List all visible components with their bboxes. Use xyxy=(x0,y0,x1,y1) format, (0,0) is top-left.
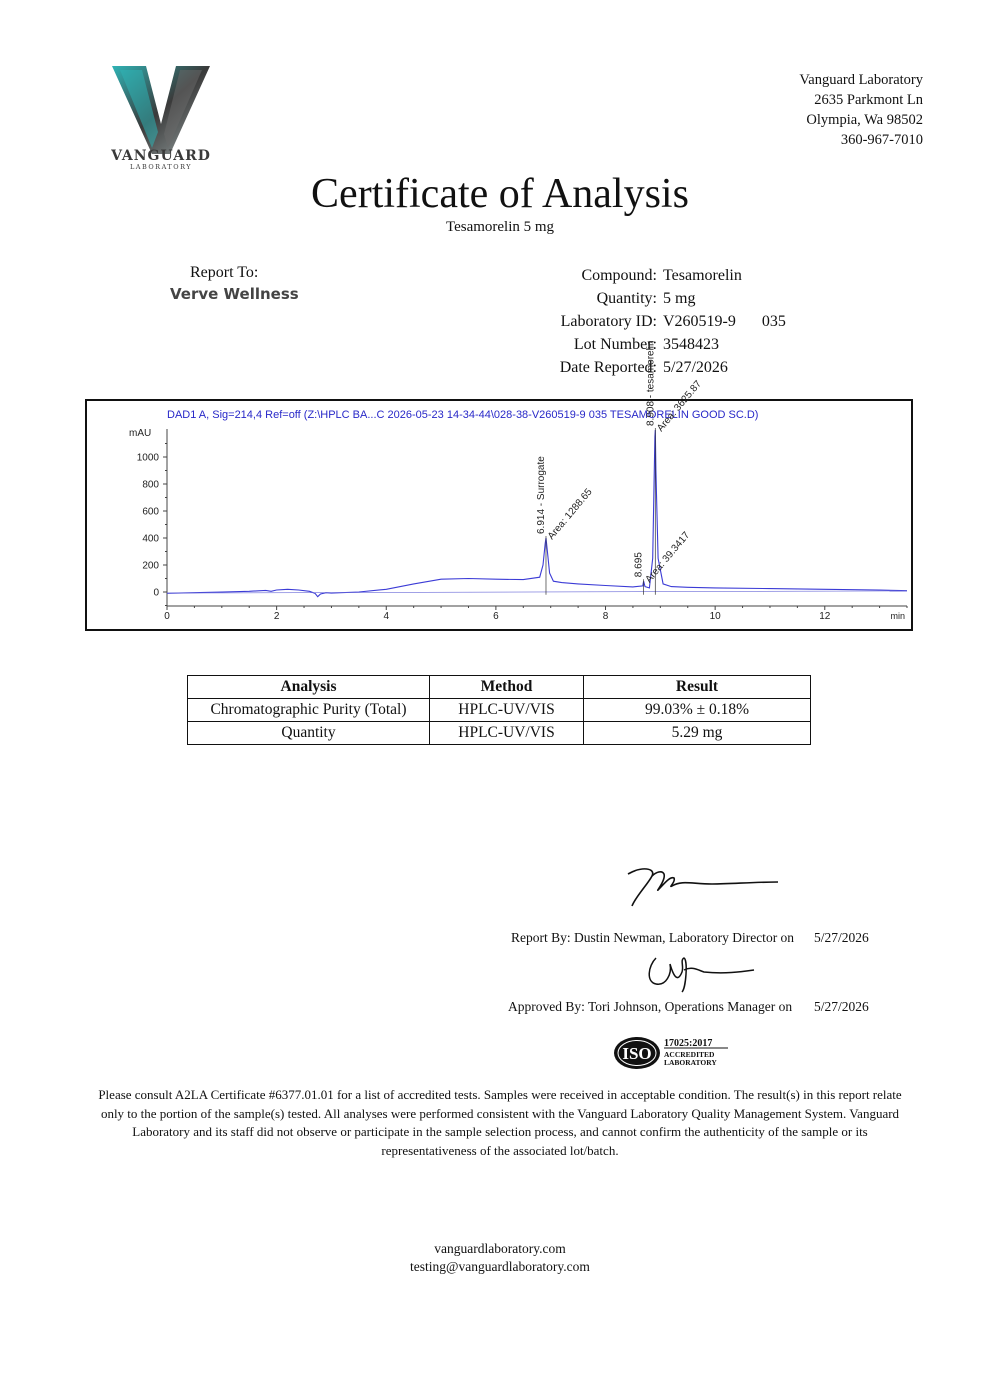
iso-standard: 17025:2017 xyxy=(664,1038,713,1049)
result-cell: 99.03% ± 0.18% xyxy=(584,699,811,722)
x-tick-label: 0 xyxy=(164,611,170,622)
report-by-date: 5/27/2026 xyxy=(814,930,869,945)
result-cell: 5.29 mg xyxy=(584,722,811,745)
iso-accreditation-badge xyxy=(612,1035,737,1071)
y-tick-label: 600 xyxy=(142,506,159,518)
x-tick-label: 12 xyxy=(819,611,831,622)
quantity-label: Quantity: xyxy=(596,290,657,307)
iso-line2: LABORATORY xyxy=(664,1058,717,1067)
x-tick-label: 6 xyxy=(493,611,499,622)
lot-value: 3548423 xyxy=(663,336,719,353)
director-signature xyxy=(622,862,782,912)
report-by-text: Report By: Dustin Newman, Laboratory Director on xyxy=(511,930,795,945)
logo-sub: LABORATORY xyxy=(129,163,193,171)
y-tick-label: 0 xyxy=(153,587,159,599)
lot-label: Lot Number: xyxy=(573,336,657,353)
baseline xyxy=(167,591,907,593)
lab-phone: 360-967-7010 xyxy=(840,132,923,148)
peak-label: 8.908 - tesamorelin xyxy=(645,340,657,426)
y-tick-label: 200 xyxy=(142,560,159,572)
logo-wordmark: VANGUARD xyxy=(111,148,211,164)
vanguard-logo xyxy=(98,62,224,174)
y-axis-label: mAU xyxy=(129,428,152,439)
analysis-cell: Chromatographic Purity (Total) xyxy=(188,699,430,722)
footer xyxy=(0,1240,1000,1276)
y-tick-label: 400 xyxy=(142,533,159,545)
analysis-cell: Quantity xyxy=(188,722,430,745)
lab-city: Olympia, Wa 98502 xyxy=(806,112,923,128)
page-title: Certificate of Analysis xyxy=(311,171,689,217)
peak-area-label: Area: 39.3417 xyxy=(643,529,693,586)
lab-street: 2635 Parkmont Ln xyxy=(814,92,923,108)
col-header-method: Method xyxy=(430,676,584,699)
disclaimer-text: Please consult A2LA Certificate #6377.01.01 for a list of accredited tests. Samples were received in acceptable condition. The result(s) in this report relate only to the portion of the sample(s) tested. All analyses were performed consistent with the Vanguard Laboratory Quality Management System. Vanguard Laboratory and its staff did not observe or participate in the sample selection process, and cannot confirm the authenticity of the sample or its representativeness of the associated lot/batch. xyxy=(98,1087,902,1158)
x-tick-label: 2 xyxy=(273,611,280,622)
peak-area-label: Area: 1288.65 xyxy=(545,486,595,542)
results-table xyxy=(187,675,811,745)
table-row xyxy=(188,722,811,745)
x-tick-label: 10 xyxy=(709,611,721,622)
quantity-value: 5 mg xyxy=(663,290,696,307)
page-subtitle: Tesamorelin 5 mg xyxy=(445,219,555,235)
method-cell: HPLC-UV/VIS xyxy=(430,699,584,722)
date-value: 5/27/2026 xyxy=(663,359,728,376)
peak-area-label: Area: 3625.87 xyxy=(655,378,704,434)
iso-mark: ISO xyxy=(622,1044,652,1063)
col-header-analysis: Analysis xyxy=(188,676,430,699)
lab-id-label: Laboratory ID: xyxy=(560,313,657,330)
y-tick-label: 800 xyxy=(142,479,159,491)
peak-label: 8.695 xyxy=(633,552,645,578)
col-header-result: Result xyxy=(584,676,811,699)
footer-website: vanguardlaboratory.com xyxy=(434,1241,566,1256)
approved-by-text: Approved By: Tori Johnson, Operations Manager on xyxy=(508,999,793,1014)
lab-id-suffix: 035 xyxy=(761,313,786,330)
table-row xyxy=(188,699,811,722)
compound-value: Tesamorelin xyxy=(663,267,742,284)
x-tick-label: 4 xyxy=(383,611,390,622)
y-tick-label: 1000 xyxy=(136,452,159,464)
report-to-label: Report To: xyxy=(190,264,259,281)
lab-id-value: V260519-9 xyxy=(663,313,736,330)
footer-email: testing@vanguardlaboratory.com xyxy=(410,1259,590,1274)
chart-title: DAD1 A, Sig=214,4 Ref=off (Z:\HPLC BA...C 2026-05-23 14-34-44\028-38-V260519-9 035 TESAMORELIN GOOD SC.D) xyxy=(167,409,759,421)
client-name: Verve Wellness xyxy=(170,285,299,303)
x-axis-label: min xyxy=(890,611,905,621)
compound-label: Compound: xyxy=(581,267,657,284)
approved-by-date: 5/27/2026 xyxy=(814,999,869,1014)
results-header-row xyxy=(188,676,811,699)
lab-address xyxy=(799,70,923,150)
x-tick-label: 8 xyxy=(602,611,609,622)
lab-name: Vanguard Laboratory xyxy=(799,72,923,88)
iso-line1: ACCREDITED xyxy=(664,1050,715,1059)
peak-label: 6.914 - Surrogate xyxy=(535,456,547,534)
method-cell: HPLC-UV/VIS xyxy=(430,722,584,745)
manager-signature xyxy=(644,948,758,994)
date-label: Date Reported: xyxy=(559,359,657,376)
